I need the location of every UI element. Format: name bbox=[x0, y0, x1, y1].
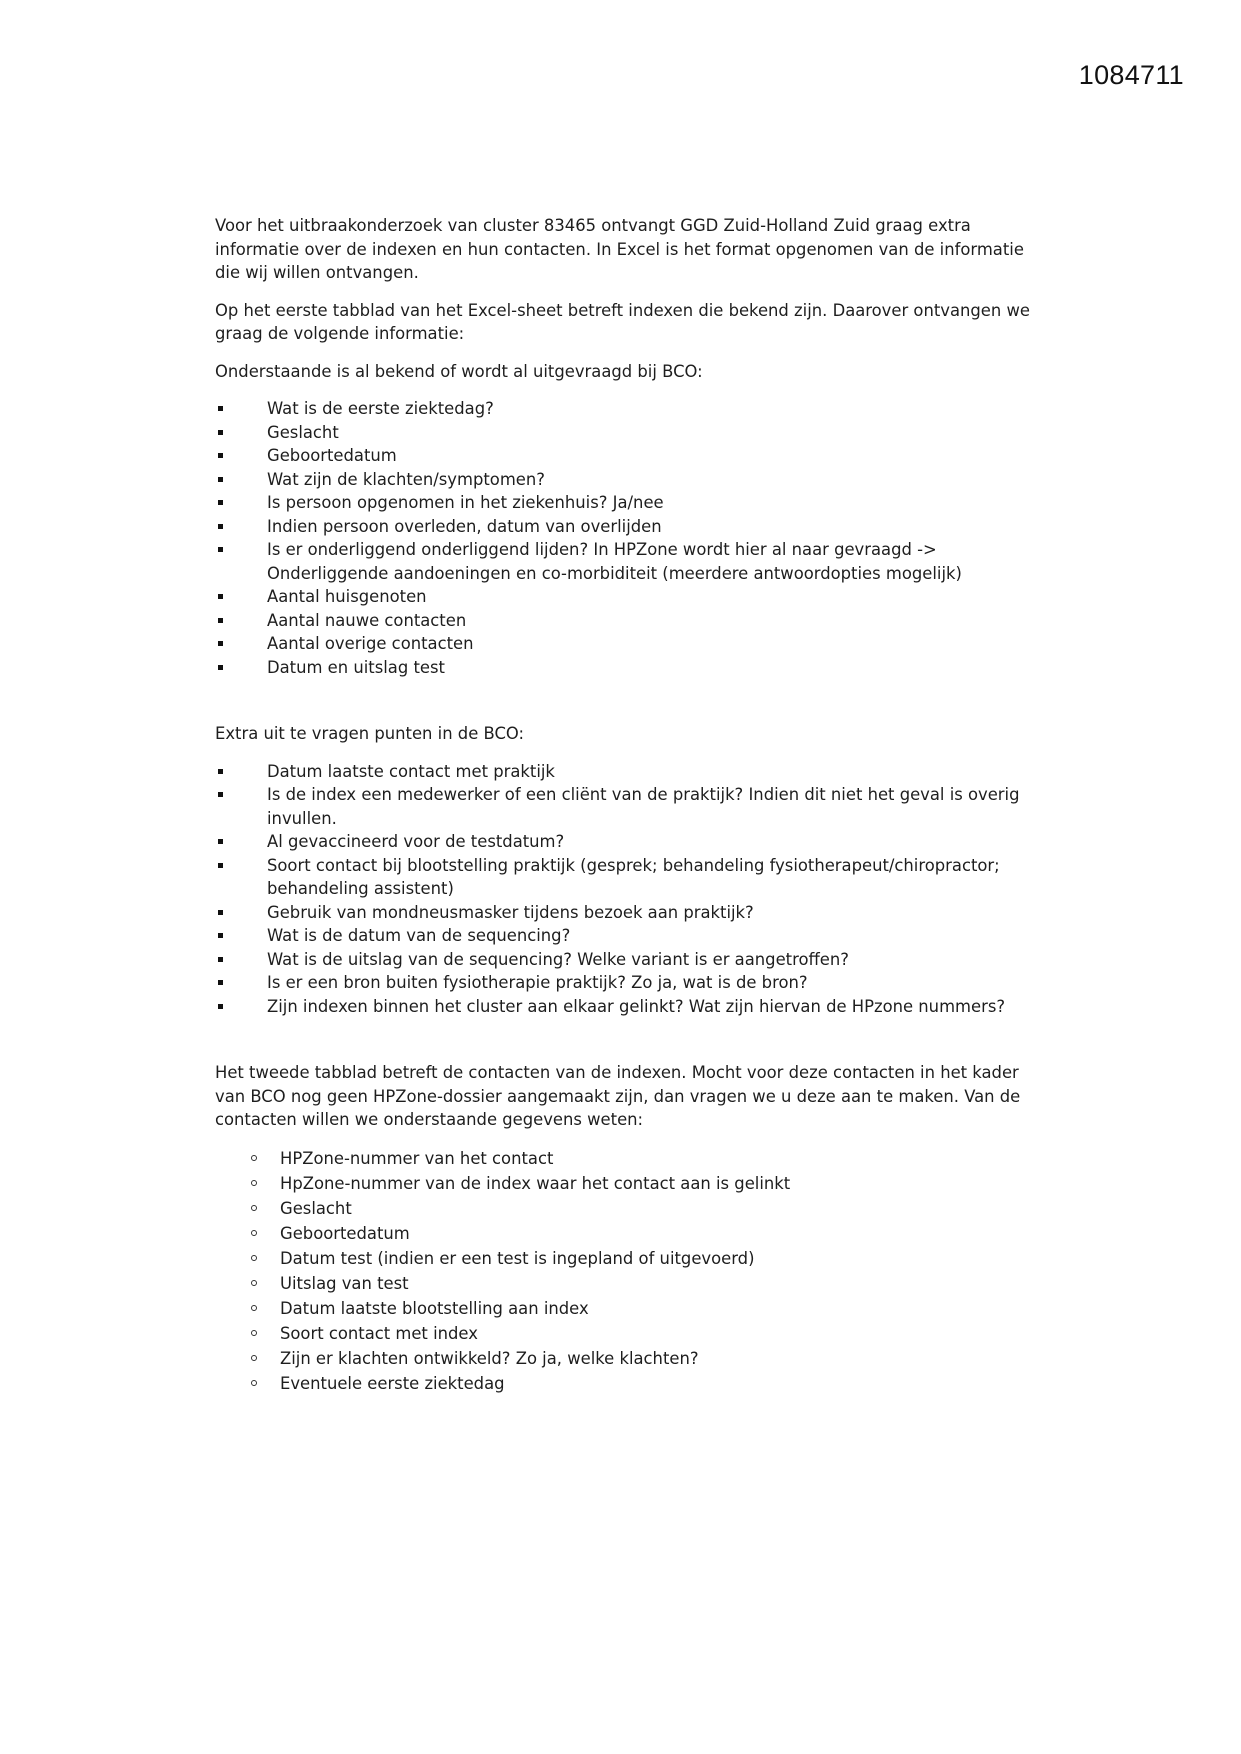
list-item bbox=[251, 1221, 1045, 1246]
square-bullet-icon bbox=[218, 933, 223, 938]
square-bullet-icon bbox=[218, 957, 223, 962]
list-item bbox=[215, 609, 1045, 633]
square-bullet-icon bbox=[218, 500, 223, 505]
circle-bullet-icon bbox=[251, 1330, 257, 1336]
square-bullet-icon bbox=[218, 839, 223, 844]
list-item-text: Datum en uitslag test bbox=[267, 657, 445, 677]
list-item-text: Aantal overige contacten bbox=[267, 634, 474, 653]
square-bullet-icon bbox=[218, 792, 223, 797]
list-item-text: Zijn indexen binnen het cluster aan elkaar gelinkt? Wat zijn hiervan de HPzone nummers? bbox=[267, 996, 1006, 1016]
first-tab-paragraph: Op het eerste tabblad van het Excel-sheet betreft indexen die bekend zijn. Daarover ontvangen we graag de volgende informatie: bbox=[215, 300, 1030, 343]
list-item bbox=[215, 421, 1045, 445]
list-item bbox=[251, 1346, 1045, 1371]
list-item-text: HPZone-nummer van het contact bbox=[280, 1148, 554, 1168]
list-item bbox=[215, 901, 1045, 925]
list-item bbox=[215, 656, 1045, 680]
square-bullet-icon bbox=[218, 980, 223, 985]
list-item-text: Geslacht bbox=[267, 422, 339, 442]
list-item-text: Soort contact met index bbox=[280, 1323, 478, 1343]
list-item bbox=[215, 854, 1045, 901]
list-item-text: Al gevaccineerd voor de testdatum? bbox=[267, 832, 565, 851]
list-item bbox=[251, 1146, 1045, 1171]
list-item-text: Geboortedatum bbox=[267, 446, 397, 465]
list-item-text: Wat zijn de klachten/symptomen? bbox=[267, 469, 545, 489]
circle-bullet-icon bbox=[251, 1255, 257, 1261]
list-item bbox=[251, 1371, 1045, 1396]
square-bullet-icon bbox=[218, 477, 223, 482]
circle-bullet-icon bbox=[251, 1380, 257, 1386]
circle-bullet-icon bbox=[251, 1155, 257, 1161]
list-item-text: Datum laatste contact met praktijk bbox=[267, 761, 555, 781]
list-item bbox=[215, 971, 1045, 995]
list-item-text: Soort contact bij blootstelling praktijk (gesprek; behandeling fysiotherapeut/chiropractor; behandeling assistent) bbox=[267, 855, 1000, 898]
list-item-text: Indien persoon overleden, datum van overlijden bbox=[267, 516, 662, 536]
list-item-text: Wat is de uitslag van de sequencing? Welke variant is er aangetroffen? bbox=[267, 949, 849, 969]
list-item bbox=[251, 1171, 1045, 1196]
list-item-text: Zijn er klachten ontwikkeld? Zo ja, welke klachten? bbox=[280, 1348, 699, 1368]
list-item bbox=[251, 1321, 1045, 1346]
circle-bullet-icon bbox=[251, 1305, 257, 1311]
intro-paragraph: Voor het uitbraakonderzoek van cluster 83465 ontvangt GGD Zuid-Holland Zuid graag extra informatie over de indexen en hun contacten. In Excel is het format opgenomen van de informatie die wij willen ontvangen. bbox=[215, 216, 1024, 282]
circle-bullet-icon bbox=[251, 1180, 257, 1186]
list-item bbox=[215, 585, 1045, 609]
square-bullet-icon bbox=[218, 863, 223, 868]
list-item-text: Uitslag van test bbox=[280, 1273, 409, 1293]
square-bullet-icon bbox=[218, 910, 223, 915]
document-number: 1084711 bbox=[1078, 60, 1184, 90]
square-bullet-icon bbox=[218, 547, 223, 552]
list-item-text: Geboortedatum bbox=[280, 1223, 410, 1243]
list-item-text: Aantal nauwe contacten bbox=[267, 610, 467, 630]
list-item-text: Datum laatste blootstelling aan index bbox=[280, 1298, 589, 1318]
list-item bbox=[215, 924, 1045, 948]
square-bullet-icon bbox=[218, 1004, 223, 1009]
contact-items-list bbox=[215, 1146, 1045, 1396]
list-item bbox=[251, 1196, 1045, 1221]
list-item bbox=[215, 538, 1045, 585]
extra-points-heading: Extra uit te vragen punten in de BCO: bbox=[215, 724, 525, 743]
known-info-heading: Onderstaande is al bekend of wordt al uitgevraagd bij BCO: bbox=[215, 361, 703, 381]
document-body bbox=[215, 214, 1045, 1396]
list-item bbox=[215, 632, 1045, 656]
list-item bbox=[215, 397, 1045, 421]
extra-items-list bbox=[215, 760, 1045, 1019]
square-bullet-icon bbox=[218, 430, 223, 435]
list-item bbox=[215, 444, 1045, 468]
list-item-text: Is er een bron buiten fysiotherapie praktijk? Zo ja, wat is de bron? bbox=[267, 973, 808, 992]
square-bullet-icon bbox=[218, 594, 223, 599]
square-bullet-icon bbox=[218, 406, 223, 411]
list-item bbox=[251, 1271, 1045, 1296]
list-item-text: Datum test (indien er een test is ingepland of uitgevoerd) bbox=[280, 1248, 755, 1268]
circle-bullet-icon bbox=[251, 1230, 257, 1236]
list-item-text: Aantal huisgenoten bbox=[267, 587, 427, 606]
list-item bbox=[251, 1296, 1045, 1321]
list-item bbox=[215, 760, 1045, 784]
contacts-paragraph: Het tweede tabblad betreft de contacten van de indexen. Mocht voor deze contacten in het kader van BCO nog geen HPZone-dossier aangemaakt zijn, dan vragen we u deze aan te maken. Van de contacten willen we onderstaande gegevens weten: bbox=[215, 1063, 1021, 1129]
list-item-text: Wat is de eerste ziektedag? bbox=[267, 399, 494, 418]
list-item bbox=[215, 995, 1045, 1019]
list-item bbox=[215, 783, 1045, 830]
square-bullet-icon bbox=[218, 769, 223, 774]
list-item-text: Is er onderliggend onderliggend lijden? In HPZone wordt hier al naar gevraagd -> Onderliggende aandoeningen en co-morbiditeit (meerdere antwoordopties mogelijk) bbox=[267, 540, 962, 583]
square-bullet-icon bbox=[218, 453, 223, 458]
list-item-text: Gebruik van mondneusmasker tijdens bezoek aan praktijk? bbox=[267, 902, 754, 922]
circle-bullet-icon bbox=[251, 1280, 257, 1286]
list-item bbox=[215, 491, 1045, 515]
known-items-list bbox=[215, 397, 1045, 679]
list-item-text: Geslacht bbox=[280, 1198, 352, 1218]
list-item bbox=[251, 1246, 1045, 1271]
list-item bbox=[215, 830, 1045, 854]
list-item-text: Eventuele eerste ziektedag bbox=[280, 1373, 505, 1393]
list-item-text: Is persoon opgenomen in het ziekenhuis? Ja/nee bbox=[267, 493, 664, 512]
square-bullet-icon bbox=[218, 641, 223, 646]
list-item-text: Is de index een medewerker of een cliënt van de praktijk? Indien dit niet het geval is overig invullen. bbox=[267, 785, 1020, 828]
list-item-text: Wat is de datum van de sequencing? bbox=[267, 926, 571, 945]
list-item-text: HpZone-nummer van de index waar het contact aan is gelinkt bbox=[280, 1173, 791, 1193]
list-item bbox=[215, 515, 1045, 539]
circle-bullet-icon bbox=[251, 1355, 257, 1361]
circle-bullet-icon bbox=[251, 1205, 257, 1211]
square-bullet-icon bbox=[218, 618, 223, 623]
square-bullet-icon bbox=[218, 524, 223, 529]
list-item bbox=[215, 948, 1045, 972]
list-item bbox=[215, 468, 1045, 492]
square-bullet-icon bbox=[218, 665, 223, 670]
